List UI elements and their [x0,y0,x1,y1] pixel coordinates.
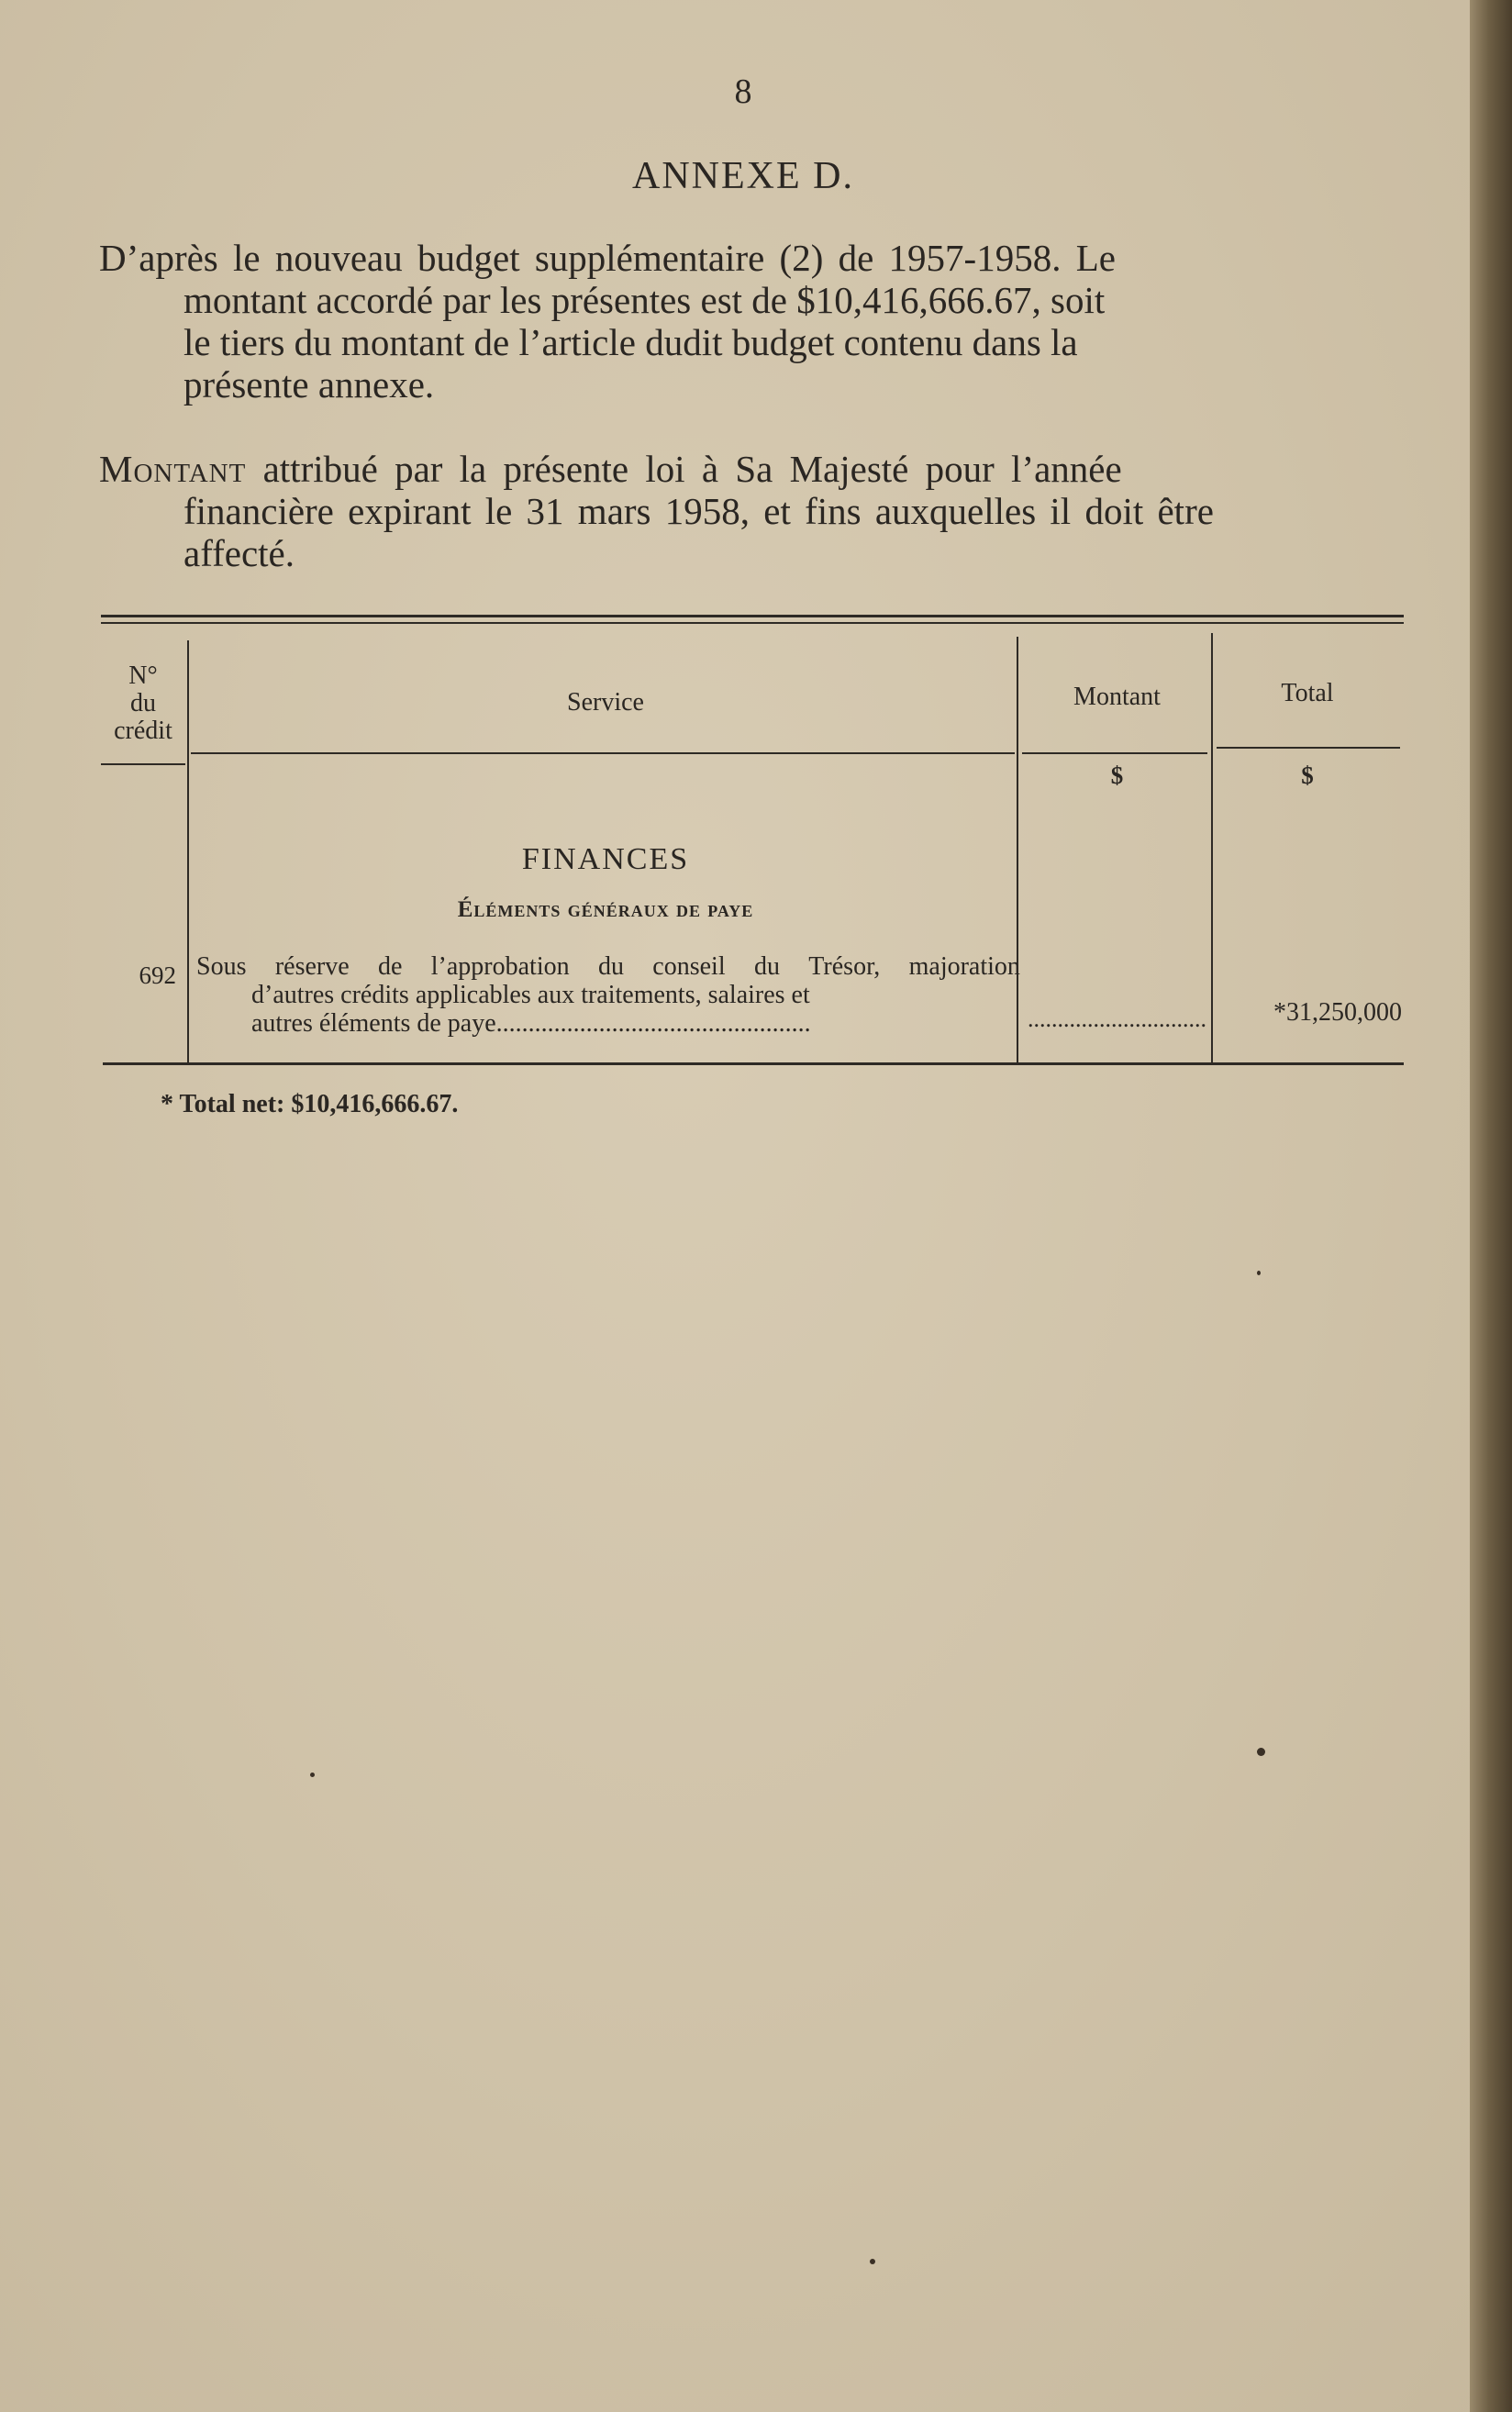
word: réserve [274,952,350,981]
subsection-heading: Éléments généraux de paye [457,897,754,922]
header-vote-number-line: du [130,689,156,717]
paper-speck [310,1773,315,1777]
column-divider [187,640,189,1062]
annex-title: ANNEXE D. [632,155,854,197]
row-total: *31,250,000 [1273,998,1402,1027]
vote-description-line: d’autres crédits applicables aux traitements, salaires et [251,981,810,1009]
paper-speck [870,2259,875,2264]
table-top-rule [101,615,1404,617]
book-spine-shadow [1470,0,1512,2412]
header-service: Service [567,688,644,717]
header-rule [1022,752,1207,754]
vote-description-line [196,952,1020,981]
montant-paragraph [99,448,1402,574]
intro-line: présente annexe. [183,363,435,406]
page-number: 8 [734,72,752,111]
intro-line: montant accordé par les présentes est de $10,416,666.67, soit [183,279,1106,321]
word: de [377,952,403,981]
montant-line-text: attribué par la présente loi à Sa Majesté pour l’année [246,448,1122,490]
word: l’approbation [430,952,570,981]
word: du [753,952,780,981]
header-rule [101,763,185,765]
montant-line: financière expirant le 31 mars 1958, et fins auxquelles il doit être [183,490,1214,532]
intro-line: le tiers du montant de l’article dudit budget contenu dans la [183,321,1078,363]
montant-line: affecté. [183,532,295,574]
montant-lead-word: Montant [99,448,247,490]
intro-line: D’après le nouveau budget supplémentaire (2) de 1957-1958. Le [99,237,1116,279]
section-heading: FINANCES [521,842,690,876]
intro-paragraph [99,237,1402,406]
montant-line [99,448,1402,490]
vote-description [196,952,1020,1038]
header-rule [191,752,1015,754]
header-vote-number-line: N° [128,661,158,690]
word: Trésor, [808,952,881,981]
header-vote-number [101,662,185,745]
leader-dots: ................................................. [495,1009,811,1038]
currency-montant: $ [1110,761,1124,789]
currency-total: $ [1301,761,1314,789]
word: du [597,952,624,981]
word: conseil [652,952,726,981]
vote-number: 692 [139,961,176,989]
paper-speck [1257,1748,1265,1756]
appropriation-table [101,615,1404,1073]
header-vote-number-line: crédit [114,717,172,745]
paper-speck [1257,1271,1261,1275]
header-rule [1217,747,1400,749]
header-total: Total [1281,679,1334,707]
header-montant: Montant [1073,683,1161,711]
footnote: * Total net: $10,416,666.67. [161,1090,459,1118]
vote-description-line [196,1009,1020,1038]
word: Sous [196,952,247,981]
vote-description-text: autres éléments de paye [251,1009,496,1038]
montant-leader-dots: .............................. [1028,1006,1206,1032]
table-top-rule [101,622,1404,624]
word: majoration [908,952,1020,981]
table-bottom-rule [103,1062,1404,1065]
